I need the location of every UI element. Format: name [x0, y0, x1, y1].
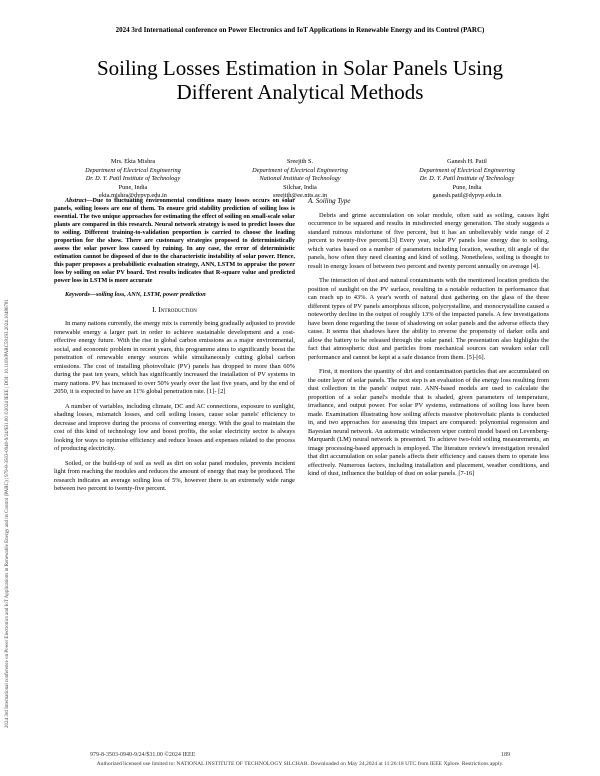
left-column: [54, 197, 295, 500]
author-department: Department of Electrical Engineering: [85, 166, 181, 174]
title-line-2: Different Analytical Methods: [176, 80, 424, 104]
author-name: Mrs. Ekta Mishra: [110, 158, 156, 165]
title-line-1: Soiling Losses Estimation in Solar Panels Using: [96, 56, 503, 80]
paper-title: [40, 56, 560, 104]
license-notice: Authorized licensed use limited to: NATIONAL INSTITUTE OF TECHNOLOGY SILCHAR. Downloaded on May 24,2024 at 11:26:18 UTC from IEEE Xplore. Restrictions apply.: [96, 761, 504, 767]
subsection-heading-soiling-type: A. Soiling Type: [308, 197, 351, 205]
author-location: Pune, India: [452, 183, 482, 191]
keywords-label: Keywords: [65, 291, 90, 298]
author-location: Pune, India: [118, 183, 148, 191]
author-email: ganesh.patil@dypvp.edu.in: [432, 192, 502, 199]
keywords: [54, 291, 295, 300]
abstract-text: —Due to fluctuating environmental conditions many losses occurs on solar panels, soiling losses are one of them. To ensure grid stability prediction of soiling loss is essential. The two unique approaches for estimating the effect of soiling on small-scale solar plants are compared in this research. Neural network strategy is used to predict losses due to soiling. Different training-to-validation proportion is carried to choose the leading proportion for the show. There are customary strategies proposed to deterministically assess the solar power loss caused by ruining. In any case, the error of deterministic estimation cannot be disposed of due to the characteristic instability of solar power. Hence, this paper proposes a probabilistic evaluation strategy, ANN, LSTM to appraise the power loss by soiling on solar PV board. Test results indicates that R-square value and predicted power loss in LSTM is more accurate: [54, 197, 295, 284]
author-name: Ganesh H. Patil: [447, 158, 487, 165]
paragraph: In many nations currently, the energy mix is currently being gradually adjusted to provide renewable energy a larger part in order to achieve sustainable development and a cost-effective energy future. With the rise in global carbon emissions as a major environmental, social, and economic problem in recent years, this programme aims to significantly boost the penetration of renewable energy sources while simultaneously cutting global carbon emissions. The cost of installing photovoltaic (PV) panels has dropped to more than 60% during the past ten years, which has significantly increased the installation of PV systems in many nations. PV has increased to over 50% yearly over the last five years, and by the end of 2050, it is expected to have an 11% global penetration rate. [1]- [2]: [54, 320, 295, 395]
author-block-2: [215, 158, 385, 201]
author-department: Department of Electrical Engineering: [252, 166, 348, 174]
author-block-3: [382, 158, 552, 201]
right-column: [308, 197, 549, 485]
author-location: Silchar, India: [283, 183, 317, 191]
author-institute: Dr. D. Y. Patil Institute of Technology: [85, 175, 181, 182]
author-department: Department of Electrical Engineering: [419, 166, 515, 174]
author-institute: National Institute of Technology: [259, 175, 341, 182]
author-email: sreejith@ee.nits.ac.in: [272, 192, 328, 199]
paragraph: First, it monitors the quantity of dirt and contamination particles that are accumulated on the outer layer of solar panels. The next step is an evaluation of the energy loss resulting from dust collection in the panels' output rate. ANN-based models are used to calculate the proportion of a solar panel's module that is shaded, given parameters of temperature, irradiance, and output power. For solar PV systems, estimations of soiling loss have been made. Examination illustrating how soiling affects massive photovoltaic plants is conducted in, and two approaches for assessing this impact are compared: polynomial regression and Bayesian neural network. An automatic windscreen wiper control model based on Levenberg-Marquardt (LM) neural network is presented. To achieve two-fold soiling measurements, an image processing-based approach is employed. The literature review's investigation revealed that dirt accumulation on solar panels affects their efficiency and causes them to operate less effectively. Numerous factors, including installation and placement, weather conditions, and kind of dust, influence the buildup of dust on solar panels. [7-16]: [308, 368, 549, 477]
paragraph: The interaction of dust and natural contaminants with the mentioned location predicts the position of sunlight on the PV surface, resulting in a notable reduction in performance that can reach up to 43%. A year's worth of natural dust gathering on the glass of the three different types of PV panels amorphous silicon, polycrystalline, and monocrystalline caused a noteworthy decline in the output of roughly 13% of the impacted panels. A few investigations have been done regarding the issue of shadowing on solar panels and the adverse effects they cause. It seems that shadows have the ability to reverse the propensity of darker cells and allow the battery to be released through the solar panel. The presentation also highlights the fact that atmospheric dust and particles from mechanical sources can weaken solar cell performance and cannot be kept at a safe distance from them. [5]-[6].: [308, 277, 549, 361]
author-block-1: [48, 158, 218, 201]
sidebar-doi-strip: [3, 48, 13, 728]
paragraph: A number of variables, including climate, DC and AC connections, exposure to sunlight, shading losses, mismatch losses, and cell soiling losses, cause solar panels' efficiency to decrease and improve during the process of converting energy. With the goal to maintain the cost of this kind of technology low and boost profits, the solar electricity sector is always looking for ways to optimise efficiency and reduce losses and expenses related to the process of producing electricity.: [54, 402, 295, 452]
author-name: Sreejith S.: [286, 158, 314, 165]
author-institute: Dr. D. Y. Patil Institute of Technology: [419, 175, 515, 182]
conference-header: 2024 3rd International conference on Power Electronics and IoT Applications in Renewable Energy and its Control (PARC): [115, 26, 485, 34]
paragraph: Debris and grime accumulation on solar module, often said as soiling, causes light occurrence to be squared and results in misdirected energy generation. The study suggests a standard ruinous misfortune of five percent, but it has an unbelievably wide range of 2 percent to twenty-five percent.[3] Every year, solar PV panels lose energy due to soiling, which varies based on a number of parameters including location, weather, tilt angle of the panels, how often they need cleaning and kind of soiling. Nonetheless, soiling is thought to result in energy losses of between two percent and twenty percent annually on average [4].: [308, 211, 549, 270]
paragraph: Soiled, or the build-up of soil as well as dirt on solar panel modules, prevents incident light from reaching the modules and reduces the amount of energy that may be produced. The research indicates an average soiling loss of 5%, however there is an extremely wide range between two percent to twenty-five percent.: [54, 459, 295, 492]
keywords-text: —soiling loss, ANN, LSTM, power prediction: [89, 291, 206, 298]
abstract-label: Abstract: [65, 197, 87, 204]
author-email: ekta.mishra@dypvp.edu.in: [99, 192, 167, 199]
footer-isbn: 979-8-3503-0940-9/24/$31.00 ©2024 IEEE: [90, 752, 196, 758]
abstract: [54, 197, 295, 285]
page-number: 189: [501, 752, 510, 758]
section-heading-introduction: I. Introduction: [152, 304, 197, 314]
sidebar-doi-text: 2024 3rd International conference on Power Electronics and IoT Applications in Renewable Energy and its Control (PARC) | 979-8-3503-0940-9/24/$31.00 ©2024 IEEE | DOI: 10.1109/PARC59193.2024.10486781: [5, 298, 10, 728]
